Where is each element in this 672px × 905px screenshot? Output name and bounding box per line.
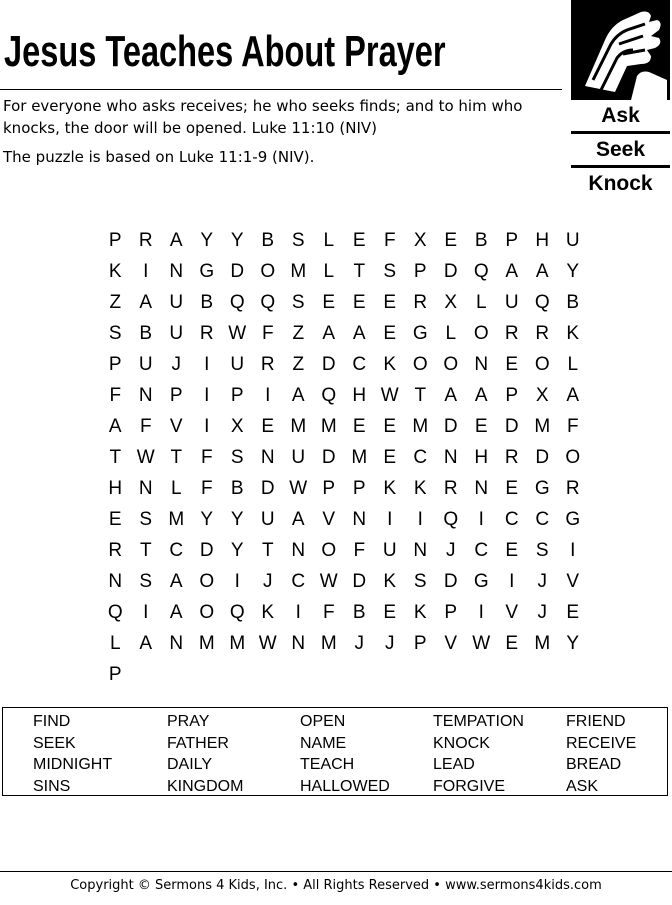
grid-letter: W (289, 478, 308, 499)
grid-letter: B (261, 230, 275, 251)
grid-letter: K (413, 602, 427, 623)
grid-letter: E (474, 416, 488, 437)
grid-letter: T (353, 261, 366, 282)
grid-letter: N (169, 261, 184, 282)
grid-letter: T (261, 540, 274, 561)
grid-letter: D (443, 261, 458, 282)
grid-letter: P (108, 230, 122, 251)
word-list-column (433, 711, 524, 797)
grid-letter: H (474, 447, 489, 468)
grid-letter: I (509, 571, 515, 592)
grid-letter: J (354, 633, 364, 654)
grid-letter: B (474, 230, 488, 251)
grid-letter: B (352, 602, 366, 623)
grid-letter: K (261, 602, 275, 623)
grid-letter: V (505, 602, 519, 623)
grid-letter: I (204, 416, 210, 437)
grid-letter: P (352, 478, 366, 499)
grid-letter: F (322, 602, 335, 623)
grid-letter: K (383, 478, 397, 499)
grid-letter: K (383, 354, 397, 375)
grid-letter: M (320, 416, 337, 437)
word-list-item: SEEK (33, 734, 76, 752)
grid-letter: E (566, 602, 580, 623)
grid-letter: Q (229, 602, 245, 623)
grid-letter: O (534, 354, 550, 375)
grid-letter: S (139, 509, 153, 530)
word-list-item: TEACH (300, 756, 355, 773)
grid-letter: M (290, 261, 307, 282)
grid-letter: I (143, 261, 149, 282)
grid-letter: E (322, 292, 336, 313)
word-list-column (167, 711, 243, 797)
grid-letter: F (109, 385, 122, 406)
grid-letter: D (352, 571, 367, 592)
grid-letter: A (566, 385, 580, 406)
grid-letter: M (229, 633, 246, 654)
word-list-item: FORGIVE (433, 777, 506, 795)
grid-letter: G (473, 571, 489, 592)
grid-letter: Q (321, 385, 337, 406)
grid-letter: Y (566, 633, 580, 654)
grid-letter: A (139, 292, 153, 313)
grid-letter: Y (566, 261, 580, 282)
grid-letter: S (139, 571, 153, 592)
grid-letter: R (138, 230, 153, 251)
grid-letter: U (504, 292, 519, 313)
grid-letter: N (413, 540, 428, 561)
grid-letter: Y (200, 509, 214, 530)
grid-letter: I (417, 509, 423, 530)
word-list-item: ASK (566, 777, 599, 795)
grid-letter: O (199, 571, 215, 592)
grid-letter: F (261, 323, 274, 344)
word-search-grid (100, 225, 588, 690)
grid-letter: W (319, 571, 338, 592)
grid-letter: P (413, 261, 427, 282)
grid-letter: I (204, 354, 210, 375)
praying-hands-icon (571, 0, 670, 100)
grid-letter: I (478, 509, 484, 530)
grid-letter: N (352, 509, 367, 530)
grid-letter: G (565, 509, 581, 530)
grid-letter: S (535, 540, 549, 561)
grid-letter: R (108, 540, 123, 561)
puzzle-source-note: The puzzle is based on Luke 11:1-9 (NIV). (3, 148, 315, 166)
grid-letter: R (565, 478, 580, 499)
logo-word-ask: Ask (601, 104, 640, 127)
grid-letter: B (200, 292, 214, 313)
word-list-item: MIDNIGHT (33, 756, 113, 773)
grid-letter: W (472, 633, 491, 654)
grid-letter: D (504, 416, 519, 437)
grid-letter: E (505, 478, 519, 499)
word-list-item: SINS (33, 777, 71, 795)
grid-letter: R (504, 447, 519, 468)
grid-letter: J (385, 633, 395, 654)
grid-letter: P (169, 385, 183, 406)
grid-letter: M (290, 416, 307, 437)
grid-letter: E (352, 416, 366, 437)
grid-letter: L (445, 323, 457, 344)
grid-letter: I (143, 602, 149, 623)
grid-letter: X (230, 416, 244, 437)
grid-letter: T (109, 447, 122, 468)
grid-letter: O (443, 354, 459, 375)
page-title: Jesus Teaches About Prayer (4, 27, 446, 76)
grid-letter: R (199, 323, 214, 344)
grid-letter: Q (443, 509, 459, 530)
grid-letter: G (412, 323, 428, 344)
grid-letter: U (230, 354, 245, 375)
grid-letter: A (169, 602, 183, 623)
word-list-item: FRIEND (566, 713, 626, 730)
grid-letter: W (258, 633, 277, 654)
grid-letter: M (534, 416, 551, 437)
grid-letter: A (108, 416, 122, 437)
grid-letter: E (108, 509, 122, 530)
grid-letter: O (199, 602, 215, 623)
grid-letter: Q (229, 292, 245, 313)
word-list-item: DAILY (167, 756, 213, 773)
word-list-item: LEAD (433, 756, 475, 773)
grid-letter: H (535, 230, 550, 251)
grid-letter: N (291, 633, 306, 654)
grid-letter: X (413, 230, 427, 251)
grid-letter: N (138, 385, 153, 406)
grid-letter: E (383, 447, 397, 468)
grid-letter: E (505, 540, 519, 561)
grid-letter: K (108, 261, 122, 282)
grid-letter: W (136, 447, 155, 468)
grid-letter: V (169, 416, 183, 437)
grid-letter: U (169, 292, 184, 313)
grid-letter: A (474, 385, 488, 406)
grid-letter: D (230, 261, 245, 282)
grid-letter: L (567, 354, 579, 375)
grid-letter: N (474, 354, 489, 375)
grid-letter: A (291, 509, 305, 530)
grid-letter: R (535, 323, 550, 344)
grid-letter: S (291, 292, 305, 313)
logo-divider (571, 131, 670, 134)
word-list-item: KINGDOM (167, 777, 244, 795)
grid-letter: F (383, 230, 396, 251)
grid-letter: J (537, 571, 547, 592)
grid-letter: C (169, 540, 184, 561)
grid-letter: Q (473, 261, 489, 282)
grid-letter: E (352, 230, 366, 251)
grid-letter: N (443, 447, 458, 468)
logo-divider (571, 165, 670, 168)
grid-letter: F (566, 416, 579, 437)
grid-letter: N (138, 478, 153, 499)
grid-letter: K (413, 478, 427, 499)
grid-letter: S (230, 447, 244, 468)
grid-letter: V (444, 633, 458, 654)
grid-letter: E (383, 323, 397, 344)
grid-letter: P (505, 385, 519, 406)
grid-letter: B (230, 478, 244, 499)
grid-letter: J (263, 571, 273, 592)
grid-letter: E (383, 602, 397, 623)
grid-letter: E (352, 292, 366, 313)
word-list-column (300, 711, 390, 797)
grid-letter: C (291, 571, 306, 592)
bible-verse: For everyone who asks receives; he who seeks finds; and to him who knocks, the door will be opened. Luke 11:10 (NIV) (3, 97, 523, 137)
word-list-item: OPEN (300, 713, 346, 730)
grid-letter: Z (109, 292, 122, 313)
grid-letter: Q (260, 292, 276, 313)
grid-letter: Q (107, 602, 123, 623)
grid-letter: O (412, 354, 428, 375)
grid-letter: D (199, 540, 214, 561)
grid-letter: A (444, 385, 458, 406)
grid-letter: A (505, 261, 519, 282)
grid-letter: F (353, 540, 366, 561)
grid-letter: R (504, 323, 519, 344)
grid-letter: U (138, 354, 153, 375)
grid-letter: C (413, 447, 428, 468)
grid-letter: X (444, 292, 458, 313)
grid-letter: F (200, 478, 213, 499)
grid-letter: J (446, 540, 456, 561)
grid-letter: O (260, 261, 276, 282)
grid-letter: O (473, 323, 489, 344)
grid-letter: N (474, 478, 489, 499)
grid-letter: D (321, 447, 336, 468)
grid-letter: P (108, 664, 122, 685)
grid-letter: L (109, 633, 121, 654)
logo-word-seek: Seek (595, 138, 646, 161)
grid-letter: N (169, 633, 184, 654)
word-list-column (566, 711, 636, 797)
grid-letter: B (139, 323, 153, 344)
grid-letter: O (565, 447, 581, 468)
grid-letter: M (198, 633, 215, 654)
grid-letter: Y (230, 509, 244, 530)
grid-letter: T (139, 540, 152, 561)
copyright-footer: Copyright © Sermons 4 Kids, Inc. • All Rights Reserved • www.sermons4kids.com (70, 878, 602, 893)
grid-letter: I (295, 602, 301, 623)
grid-letter: I (265, 385, 271, 406)
word-list-column (33, 711, 112, 797)
word-list-item: PRAY (167, 713, 210, 730)
grid-letter: H (352, 385, 367, 406)
grid-letter: U (565, 230, 580, 251)
grid-letter: D (260, 478, 275, 499)
word-list-box (2, 707, 668, 796)
grid-letter: A (169, 230, 183, 251)
grid-letter: V (322, 509, 336, 530)
grid-letter: R (260, 354, 275, 375)
grid-letter: M (534, 633, 551, 654)
grid-letter: A (139, 633, 153, 654)
word-list-item: TEMPATION (433, 713, 524, 730)
grid-letter: C (535, 509, 550, 530)
grid-letter: F (200, 447, 213, 468)
grid-letter: Q (534, 292, 550, 313)
grid-letter: S (413, 571, 427, 592)
grid-letter: J (171, 354, 181, 375)
grid-letter: A (535, 261, 549, 282)
grid-letter: W (380, 385, 399, 406)
grid-letter: P (505, 230, 519, 251)
grid-letter: K (383, 571, 397, 592)
ask-seek-knock-logo (571, 0, 670, 198)
grid-letter: P (108, 354, 122, 375)
grid-letter: Y (230, 540, 244, 561)
grid-letter: U (169, 323, 184, 344)
grid-letter: P (230, 385, 244, 406)
word-list-item: NAME (300, 734, 347, 752)
grid-letter: M (320, 633, 337, 654)
grid-letter: I (570, 540, 576, 561)
footer-divider (0, 871, 672, 872)
grid-letter: D (535, 447, 550, 468)
grid-letter: I (387, 509, 393, 530)
grid-letter: I (478, 602, 484, 623)
grid-letter: L (475, 292, 487, 313)
grid-letter: P (413, 633, 427, 654)
grid-letter: K (566, 323, 580, 344)
grid-letter: E (505, 633, 519, 654)
grid-letter: J (537, 602, 547, 623)
grid-letter: N (260, 447, 275, 468)
grid-letter: X (535, 385, 549, 406)
grid-letter: S (383, 261, 397, 282)
grid-letter: P (322, 478, 336, 499)
grid-letter: A (322, 323, 336, 344)
grid-letter: E (444, 230, 458, 251)
grid-letter: A (169, 571, 183, 592)
word-list-item: BREAD (566, 756, 622, 773)
grid-letter: B (566, 292, 580, 313)
grid-letter: M (412, 416, 429, 437)
grid-letter: Z (292, 354, 305, 375)
grid-letter: Y (230, 230, 244, 251)
grid-letter: U (382, 540, 397, 561)
grid-letter: G (534, 478, 550, 499)
grid-letter: F (139, 416, 152, 437)
grid-letter: E (383, 416, 397, 437)
grid-letter: D (443, 416, 458, 437)
word-list-item: HALLOWED (300, 777, 390, 795)
grid-letter: Y (200, 230, 214, 251)
word-list-item: RECEIVE (566, 734, 637, 752)
logo-word-knock: Knock (588, 172, 653, 195)
grid-letter: T (414, 385, 427, 406)
grid-letter: E (261, 416, 275, 437)
grid-letter: V (566, 571, 580, 592)
word-list-item: FATHER (167, 734, 229, 752)
grid-letter: L (323, 261, 335, 282)
grid-letter: D (443, 571, 458, 592)
grid-letter: T (170, 447, 183, 468)
grid-letter: E (505, 354, 519, 375)
grid-letter: W (228, 323, 247, 344)
title-divider (0, 89, 562, 90)
grid-letter: D (321, 354, 336, 375)
grid-letter: C (352, 354, 367, 375)
grid-letter: L (323, 230, 335, 251)
grid-letter: U (291, 447, 306, 468)
grid-letter: I (234, 571, 240, 592)
grid-letter: C (474, 540, 489, 561)
grid-letter: S (291, 230, 305, 251)
word-list-item: FIND (33, 713, 71, 730)
grid-letter: M (168, 509, 185, 530)
grid-letter: L (170, 478, 182, 499)
grid-letter: U (260, 509, 275, 530)
grid-letter: N (108, 571, 123, 592)
grid-letter: I (204, 385, 210, 406)
grid-letter: R (413, 292, 428, 313)
grid-letter: A (352, 323, 366, 344)
grid-letter: S (108, 323, 122, 344)
grid-letter: O (321, 540, 337, 561)
grid-letter: G (199, 261, 215, 282)
grid-letter: R (443, 478, 458, 499)
grid-letter: M (351, 447, 368, 468)
grid-letter: P (444, 602, 458, 623)
grid-letter: E (383, 292, 397, 313)
grid-letter: A (291, 385, 305, 406)
grid-letter: N (291, 540, 306, 561)
grid-letter: Z (292, 323, 305, 344)
grid-letter: C (504, 509, 519, 530)
word-list-item: KNOCK (433, 734, 490, 752)
grid-letter: H (108, 478, 123, 499)
